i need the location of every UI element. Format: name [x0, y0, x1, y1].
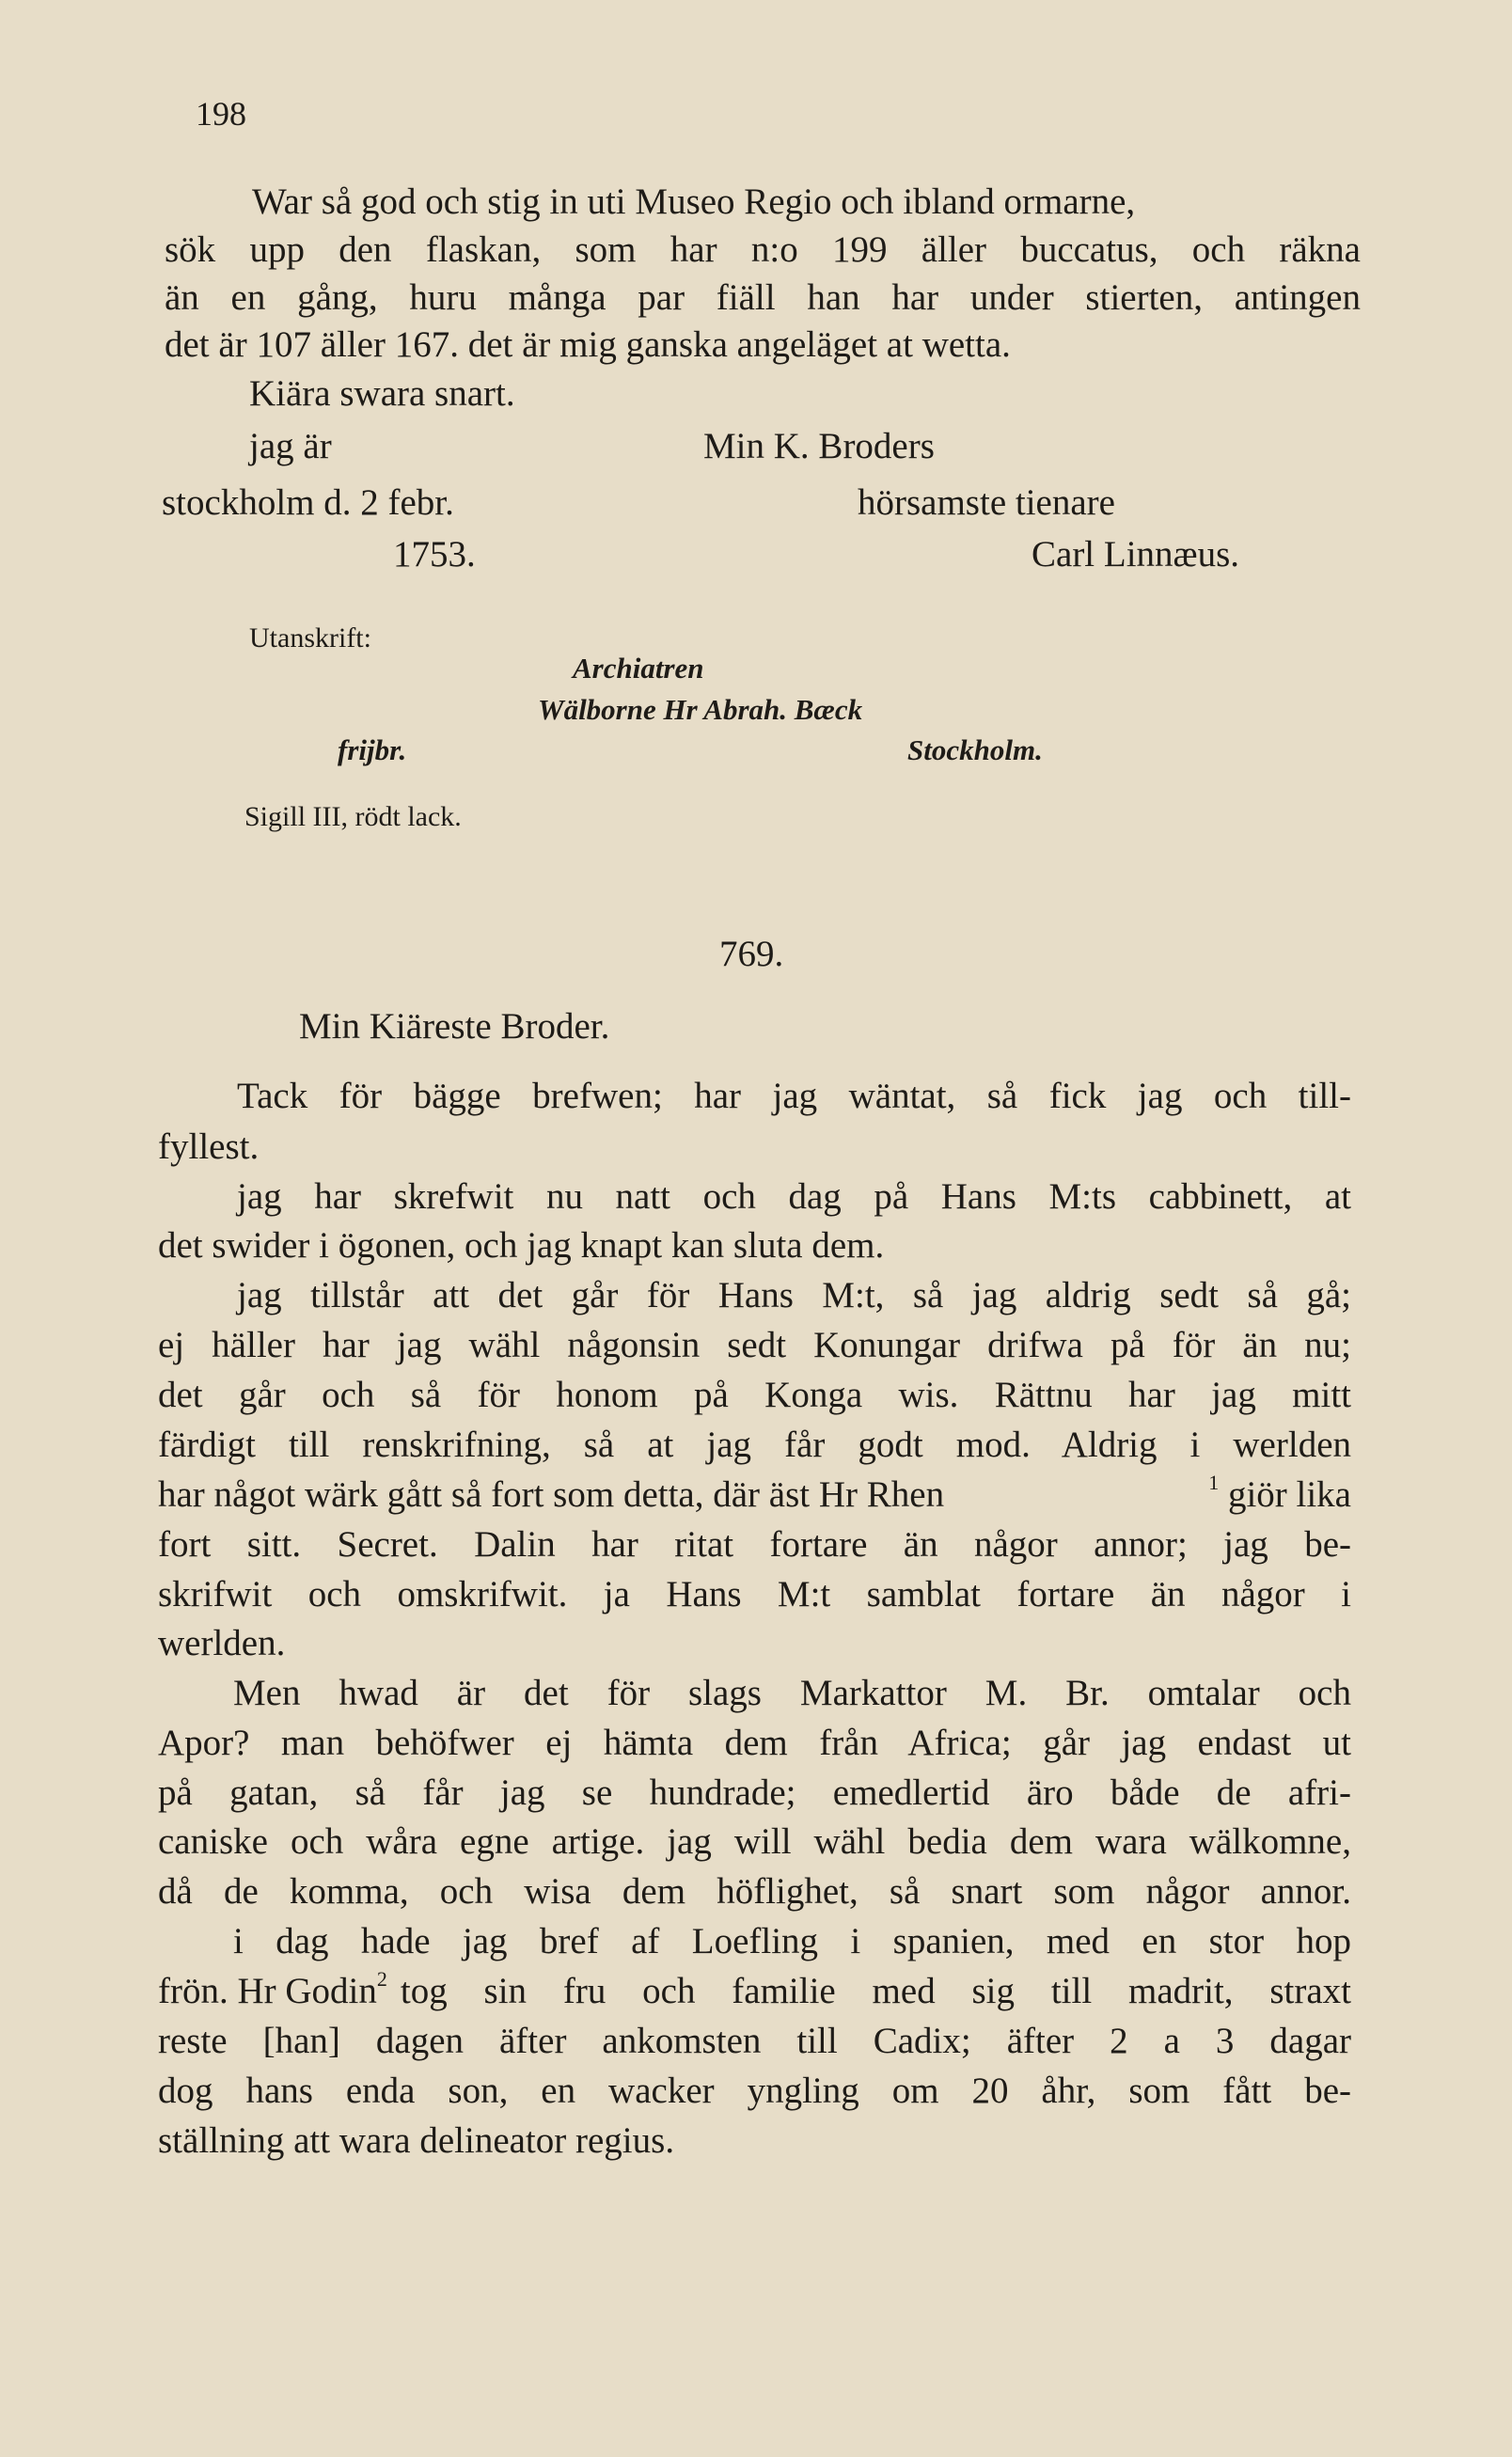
letter1-line-1: War så god och stig in uti Museo Regio och ibland ormarne, [252, 181, 1136, 222]
letter2-line-9 [158, 1471, 1351, 1520]
letter2-line-19 [158, 1967, 1351, 2016]
letter2-line-13: Men hwad är det för slags Markattor M. Br. omtalar och [233, 1673, 1351, 1713]
closing-horsamste: hörsamste tienare [858, 482, 1115, 523]
letter2-line-11: skrifwit och omskrifwit. ja Hans M:t samblat fortare än någor i [158, 1574, 1351, 1614]
godin-tail: tog sin fru och familie med sig till madrit, straxt [400, 1971, 1351, 2011]
letter1-line-3: än en gång, huru många par fiäll han har under stierten, antingen [165, 277, 1361, 318]
letter-number: 769. [719, 934, 784, 974]
address-title: Archiatren [573, 652, 704, 685]
letter2-line-2: fyllest. [158, 1126, 260, 1167]
letter2-line-18: i dag hade jag bref af Loefling i spanien, med en stor hop [233, 1921, 1351, 1961]
letter2-line-10: fort sitt. Secret. Dalin har ritat fortare än någor annor; jag be- [158, 1524, 1351, 1565]
letter2-line-21: dog hans enda son, en wacker yngling om 20 åhr, som fått be- [158, 2071, 1351, 2111]
closing-signature: Carl Linnæus. [1032, 534, 1239, 575]
address-frijbr: frijbr. [338, 733, 407, 766]
letter2-line-15: på gatan, så får jag se hundrade; emedlertid äro både de afri- [158, 1772, 1351, 1813]
letter2-line-20: reste [han] dagen äfter ankomsten till Cadix; äfter 2 a 3 dagar [158, 2021, 1351, 2061]
letter2-line-6: ej häller har jag wähl någonsin sedt Konungar drifwa på för än nu; [158, 1325, 1351, 1365]
page-number: 198 [196, 95, 246, 133]
footnote-ref-2: 2 [376, 1967, 387, 1991]
godin-lead: frön. Hr Godin [158, 1971, 377, 2011]
address-label: Utanskrift: [249, 622, 371, 654]
letter2-line-12: werlden. [158, 1623, 286, 1663]
seal-note: Sigill III, rödt lack. [244, 801, 462, 832]
letter2-line-8: färdigt till renskrifning, så at jag får godt mod. Aldrig i werlden [158, 1425, 1351, 1465]
letter2-line-1: Tack för bägge brefwen; har jag wäntat, så fick jag och till- [237, 1076, 1351, 1116]
letter1-line-4: det är 107 äller 167. det är mig ganska angeläget at wetta. [165, 324, 1011, 365]
letter2-line-16: caniske och wåra egne artige. jag will wähl bedia dem wara wälkomne, [158, 1821, 1351, 1862]
letter2-line-7: det går och så för honom på Konga wis. Rättnu har jag mitt [158, 1375, 1351, 1415]
closing-year: 1753. [393, 534, 476, 575]
salutation: Min Kiäreste Broder. [299, 1006, 610, 1047]
letter2-line-17: då de komma, och wisa dem höflighet, så snart som någor annor. [158, 1871, 1351, 1912]
letter2-line-22: ställning att wara delineator regius. [158, 2120, 675, 2161]
closing-jag-ar: jag är [249, 426, 332, 466]
closing-min-k-broders: Min K. Broders [703, 426, 935, 466]
address-city: Stockholm. [907, 733, 1043, 766]
rhen-tail: giör lika [1227, 1474, 1351, 1515]
address-recipient: Wälborne Hr Abrah. Bæck [538, 693, 863, 726]
letter2-line-3: jag har skrefwit nu natt och dag på Hans M:ts cabbinett, at [237, 1176, 1351, 1217]
rhen-text: har något wärk gått så fort som detta, där äst Hr Rhen [158, 1474, 945, 1515]
rhen-tail-group [1208, 1471, 1351, 1520]
letter1-line-2: sök upp den flaskan, som har n:o 199 äller buccatus, och räkna [165, 229, 1361, 270]
letter2-line-14: Apor? man behöfwer ej hämta dem från Africa; går jag endast ut [158, 1723, 1351, 1763]
closing-place-date: stockholm d. 2 febr. [162, 482, 454, 523]
godin-text [158, 1967, 387, 2016]
footnote-ref-1: 1 [1208, 1471, 1220, 1494]
letter1-line-5: Kiära swara snart. [249, 373, 515, 414]
letter2-line-5: jag tillstår att det går för Hans M:t, så jag aldrig sedt så gå; [237, 1275, 1351, 1315]
letter2-line-4: det swider i ögonen, och jag knapt kan sluta dem. [158, 1225, 885, 1266]
